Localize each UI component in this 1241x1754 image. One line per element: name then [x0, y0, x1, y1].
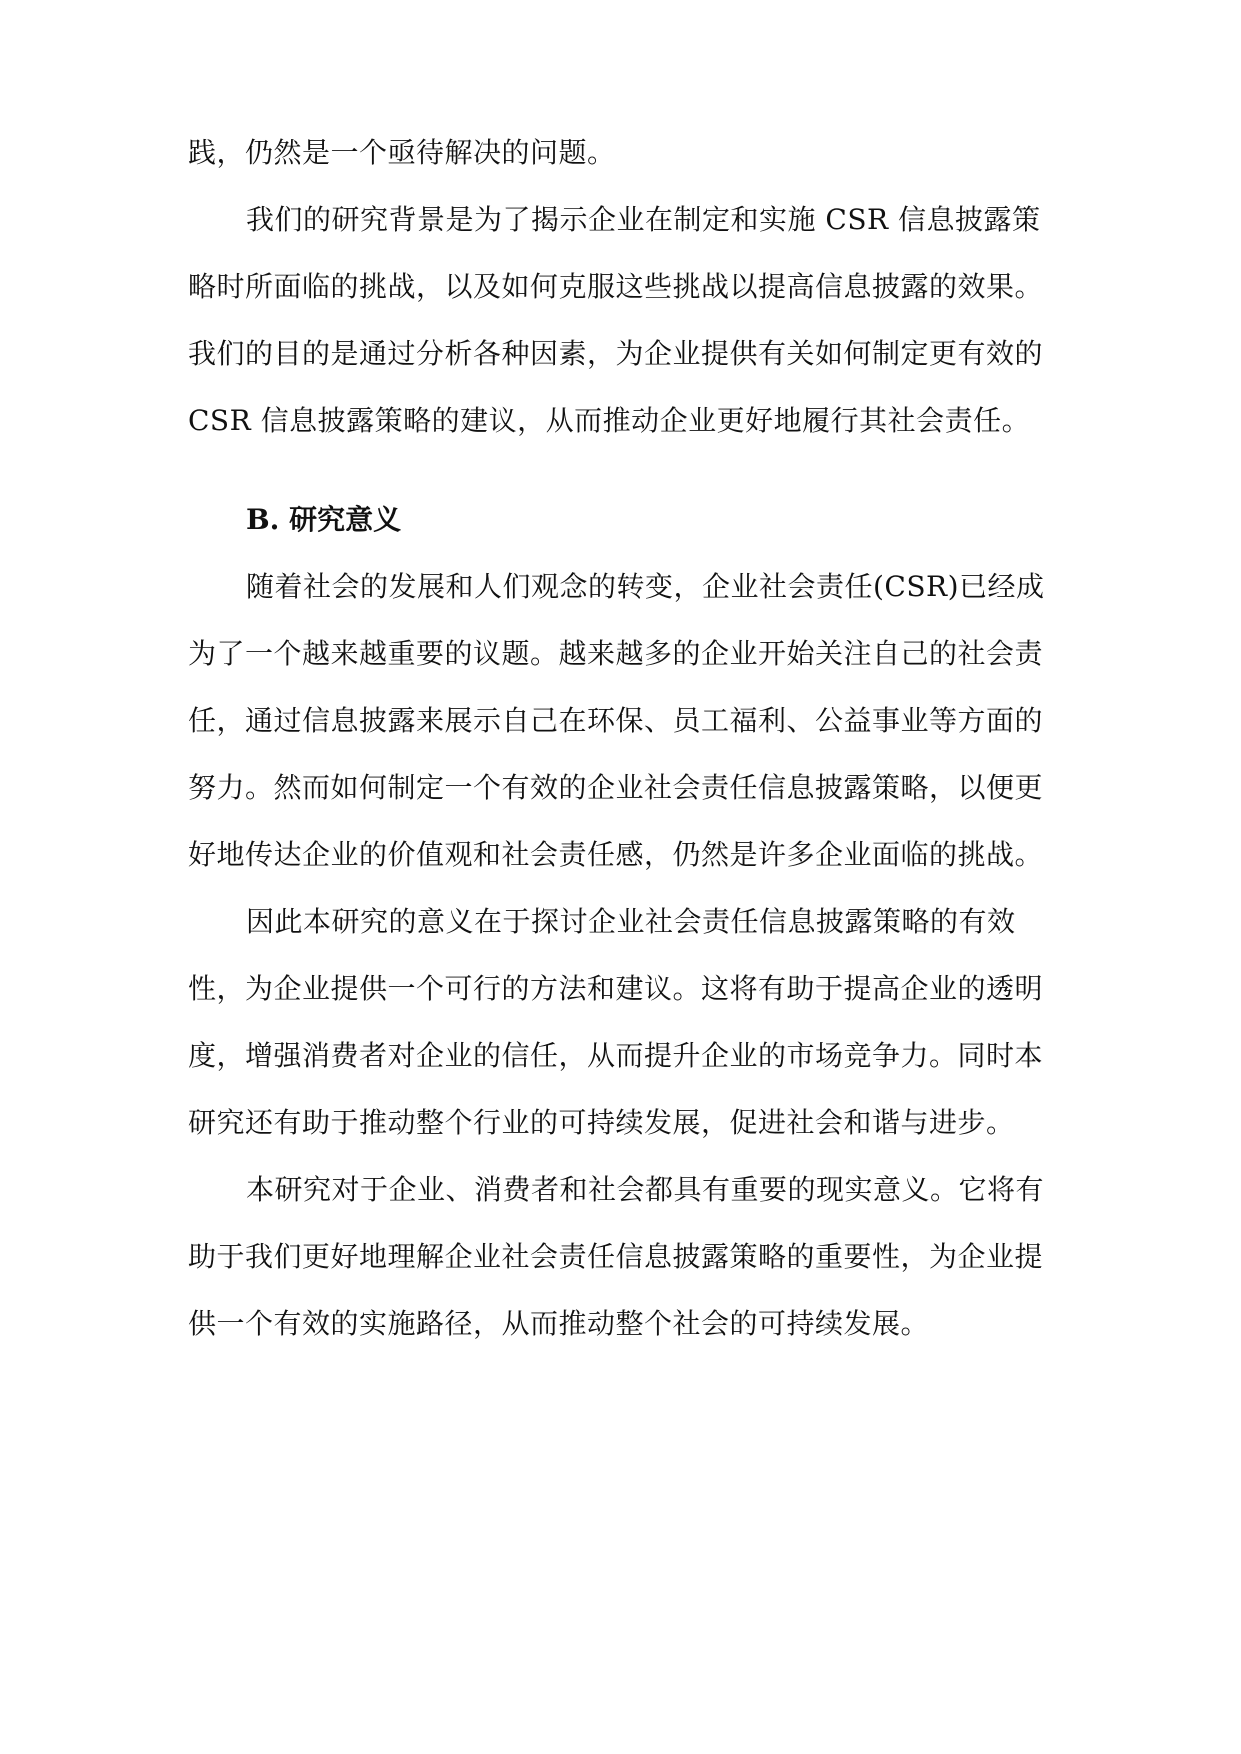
- paragraph-line: 随着社会的发展和人们观念的转变，企业社会责任(CSR)已经成: [246, 570, 1045, 603]
- paragraph-line: 研究还有助于推动整个行业的可持续发展，促进社会和谐与进步。: [188, 1106, 1015, 1139]
- paragraph-line: 我们的研究背景是为了揭示企业在制定和实施 CSR 信息披露策: [246, 203, 1041, 236]
- paragraph-line: 性，为企业提供一个可行的方法和建议。这将有助于提高企业的透明: [188, 972, 1044, 1005]
- paragraph-line: 助于我们更好地理解企业社会责任信息披露策略的重要性，为企业提: [188, 1240, 1044, 1273]
- paragraph-line: 努力。然而如何制定一个有效的企业社会责任信息披露策略，以便更: [188, 771, 1044, 804]
- paragraph-line: 任，通过信息披露来展示自己在环保、员工福利、公益事业等方面的: [188, 704, 1044, 737]
- paragraph-line: 好地传达企业的价值观和社会责任感，仍然是许多企业面临的挑战。: [188, 838, 1044, 871]
- paragraph-line: 供一个有效的实施路径，从而推动整个社会的可持续发展。: [188, 1307, 930, 1340]
- paragraph-line: 因此本研究的意义在于探讨企业社会责任信息披露策略的有效: [246, 905, 1016, 938]
- paragraph-line: 我们的目的是通过分析各种因素，为企业提供有关如何制定更有效的: [188, 337, 1044, 370]
- paragraph-line: 本研究对于企业、消费者和社会都具有重要的现实意义。它将有: [246, 1173, 1045, 1206]
- paragraph-continuation-line: 践，仍然是一个亟待解决的问题。: [188, 136, 616, 169]
- paragraph-line: CSR 信息披露策略的建议，从而推动企业更好地履行其社会责任。: [188, 404, 1031, 437]
- paragraph-line: 为了一个越来越重要的议题。越来越多的企业开始关注自己的社会责: [188, 637, 1044, 670]
- paragraph-line: 略时所面临的挑战，以及如何克服这些挑战以提高信息披露的效果。: [188, 270, 1044, 303]
- section-heading: B. 研究意义: [246, 503, 402, 536]
- paragraph-line: 度，增强消费者对企业的信任，从而提升企业的市场竞争力。同时本: [188, 1039, 1044, 1072]
